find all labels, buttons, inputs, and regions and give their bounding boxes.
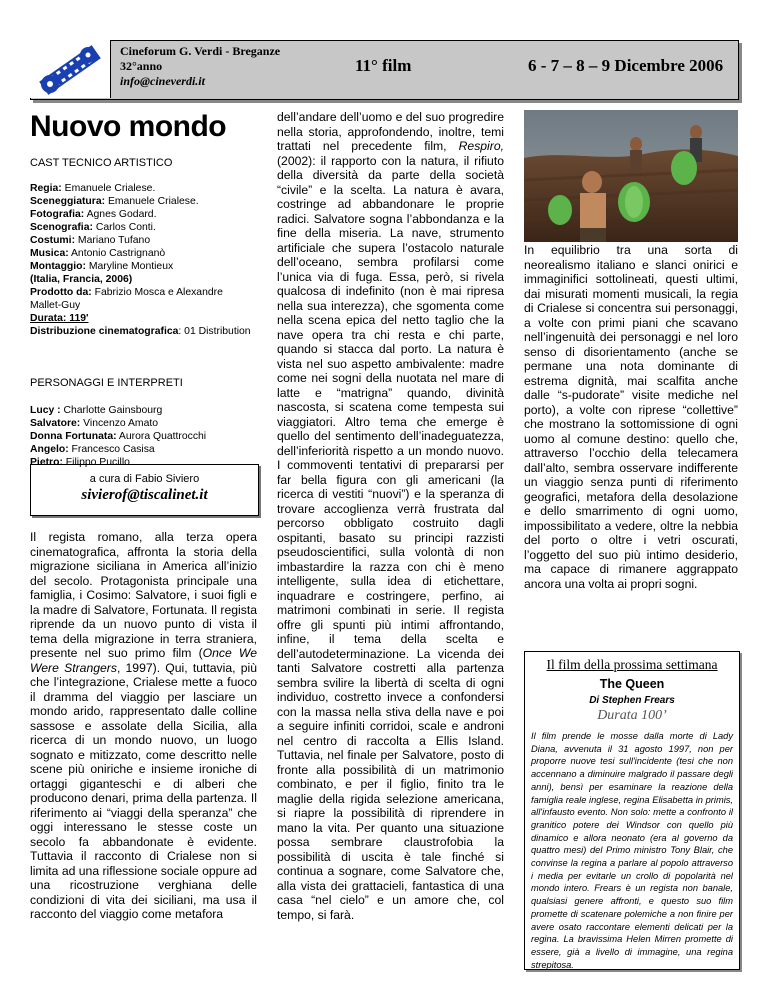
credit-row: Costumi: Mariano Tufano [30,235,151,246]
year-label: 32°anno [120,59,163,73]
film-still-photo [524,110,738,242]
curator-box [30,464,259,516]
credit-row: Prodotto da: Fabrizio Mosca e Alexandre Mallet-Guy [30,287,223,311]
credit-row: Regia: Emanuele Crialese. [30,183,156,194]
credit-row: (Italia, Francia, 2006) [30,274,133,285]
credits-list [30,182,255,338]
persons-heading: PERSONAGGI E INTERPRETI [30,377,183,389]
page-title: Nuovo mondo [30,110,227,143]
header-email: info@cineverdi.it [120,74,205,88]
persons-list [30,404,255,469]
article-column-2: dell’andare dell’uomo e del suo progredire nella storia, approfondendo, inoltre, temi trattati nel precedente film, Respiro,(2002): il rapporto con la natura, il rifiuto della diversità da parte della società “civile” e la scelta. La natura è avara, costringe ad abbandonare le proprie radici. Salvatore sogna l’abbondanza e la fine della miseria. La nave, strumento artificiale che supera l’ostacolo naturale dell’oceano, sembra profilarsi come l’unica via di fuga. Essa, però, si rivela qualcosa di indefinito (non è mai ripresa nella sua interezza), che sgomenta come nella scena epica del netto taglio che la nave opera tra chi resta e chi parte, quando si stacca dal porto. La natura è vista nel suo aspetto ambivalente: madre come nei sogni della nuotata nel mare di latte e “matrigna” quando, divinità nascosta, si scatena come tempesta sui viaggiatori. Altro tema che emerge è quello del sentimento dell’inadeguatezza, dell’inferiorità rispetto a un mondo nuovo. I commoventi tentativi di prepararsi per far bella figura con gli americani (la ricerca di vestiti “nuovi”) e la speranza di trovare accoglienza verrà frustrata dal percorso obbligato costruito dagli ospitanti, basato su principi razzisti pseudoscientifici, sulla volontà di non imbastardire la razza con chi è meno intelligente, sulla idea di etichettare, inquadrare e costringere, perfino, ai matrimoni combinati in serie. Il regista offre gli spunti più intimi affrontando, infine, il tema della scelta e dell’autodeterminazione. La vicenda dei tanti Salvatore costretti alla partenza sembra svilire la libertà di scelta di ogni individuo, costretto invece a confondersi con la massa nella stiva della nave e poi a seguire infiniti corridoi, scale e androni nel centro di raccolta a Ellis Island. Tuttavia, nel finale per Salvatore, posto di fronte alla possibilità di un matrimonio combinato, e per il figlio, finito tra le maglie della rigida selezione americana, si riapre la possibilità di riprendere in mano la vita. Per quanto una situazione possa sembrare claustrofobia la possibilità di uscita è tale finché si continua a sognare, come Salvatore che, alla vista dei grattacieli, fantastica di una casa “nel cielo” e un amore che, col tempo, si farà. [277,110,504,922]
person-row: Salvatore: Vincenzo Amato [30,418,159,429]
next-film-box [524,651,740,970]
next-film-director: Di Stephen Frears [589,695,675,706]
curator-name: a cura di Fabio Siviero [89,473,200,485]
person-row: Lucy : Charlotte Gainsbourg [30,405,163,416]
next-film-title: The Queen [599,677,665,691]
credit-row: Distribuzione cinematografica: 01 Distribution [30,326,251,337]
screening-dates: 6 - 7 – 8 – 9 Dicembre 2006 [528,56,724,75]
credit-row: Scenografia: Carlos Conti. [30,222,156,233]
credit-row: Musica: Antonio Castrignanò [30,248,166,259]
article-column-3: In equilibrio tra una sorta di neorealismo italiano e slanci onirici e immaginifici sottolineati, questi ultimi, dai misurati momenti musicali, la regia di Crialese si concentra sui personaggi, a volte con primi piani che scavano nell’ingenuità dei personaggi e nel loro senso di disorientamento (anche se permane una nota dominante di estrema dignità, mai scalfita anche dalle “s-pudorate” visite mediche nel porto), a volte con riprese “collettive” che mostrano la sottomissione di ogni uomo al comune destino: quello che, attraverso l’occhio della telecamera dall’alto, sembra osservare indifferente un viaggio senza punti di riferimento geografici, metafora della desolazione e dello smarrimento di ogni uomo, impossibilitato a vedere, oltre la nebbia del porto o oltre i vetri oscurati, l’oggetto del suo più intimo desiderio, ma capace di rimanere aggrappato ancora una volta ai propri sogni. [524,243,738,591]
person-row: Donna Fortunata: Aurora Quattrocchi [30,431,207,442]
org-name: Cineforum G. Verdi - Breganze [120,44,281,58]
credit-row: Fotografia: Agnes Godard. [30,209,157,220]
film-reel-logo-icon [30,40,110,98]
cast-tech-heading: CAST TECNICO ARTISTICO [30,157,173,169]
credit-row: Durata: 119' [30,313,89,324]
curator-email[interactable]: sivierof@tiscalinet.it [81,487,208,503]
header-org-info [120,44,300,89]
film-number: 11° film [355,56,412,75]
logo [30,40,111,98]
next-film-duration: Durata 100’ [597,708,667,723]
person-row: Angelo: Francesco Casisa [30,444,155,455]
credit-row: Montaggio: Maryline Montieux [30,261,174,272]
person-row: Pietro: Filippo Pucillo [30,457,130,468]
next-film-description: Il film prende le mosse dalla morte di Lady Diana, avvenuta il 31 agosto 1997, non per proporre nuove tesi sull'incidente (tesi che non accennano a diminuire malgrado il passare degli anni), bensì per esaminare la reazione della famiglia reale inglese, regina Elisabetta in primis, all'infausto evento. Non solo: mette a confronto il granitico potere dei Windsor con quello più dinamico e allora neonato (era al governo da quattro mesi) del Primo ministro Tony Blair, che convinse la regina a parlare al popolo attraverso i media per evitarle un crollo di popolarità nel mondo intero. Frears è un regista non banale, qualsiasi genere affronti, e questo suo film promette di scatenare polemiche a non finire per avere osato raccontare elementi delicati per la regina. La bravissima Helen Mirren promette di essere, già a livello di immagine, una regina strepitosa. [531,731,733,970]
article-column-1: Il regista romano, alla terza opera cinematografica, affronta la storia della migrazione siciliana in America all’inizio del secolo. Protagonista principale una famiglia, i Cosimo: Salvatore, i suoi figli e la madre di Salvatore, Fortunata. Il regista riprende da un nuovo punto di vista il tema della migrazione in terra straniera, presente nel suo primo film (Once We Were Strangers, 1997). Qui, tuttavia, più che l’integrazione, Crialese mette a fuoco il dramma del viaggio per lasciare un mondo arido, rappresentato dalle colline sassose e assolate della Sicilia, alla ricerca di un mondo nuovo, un luogo sognato e mitizzato, come descritto nelle scene più oniriche e insieme ironiche di ortaggi giganteschi e di alberi che producono denari, prima della partenza. Il riferimento ai “viaggi della speranza” che oggi interessano le stesse coste un secolo fa abbandonate è evidente. Tuttavia il racconto di Crialese non si limita ad una riflessione sociale oppure ad una ricostruzione verghiana delle condizioni di vita dei siciliani, ma usa il racconto del viaggio come metafora [30,530,257,921]
next-film-heading: Il film della prossima settimana [546,657,718,672]
credit-row: Sceneggiatura: Emanuele Crialese. [30,196,199,207]
